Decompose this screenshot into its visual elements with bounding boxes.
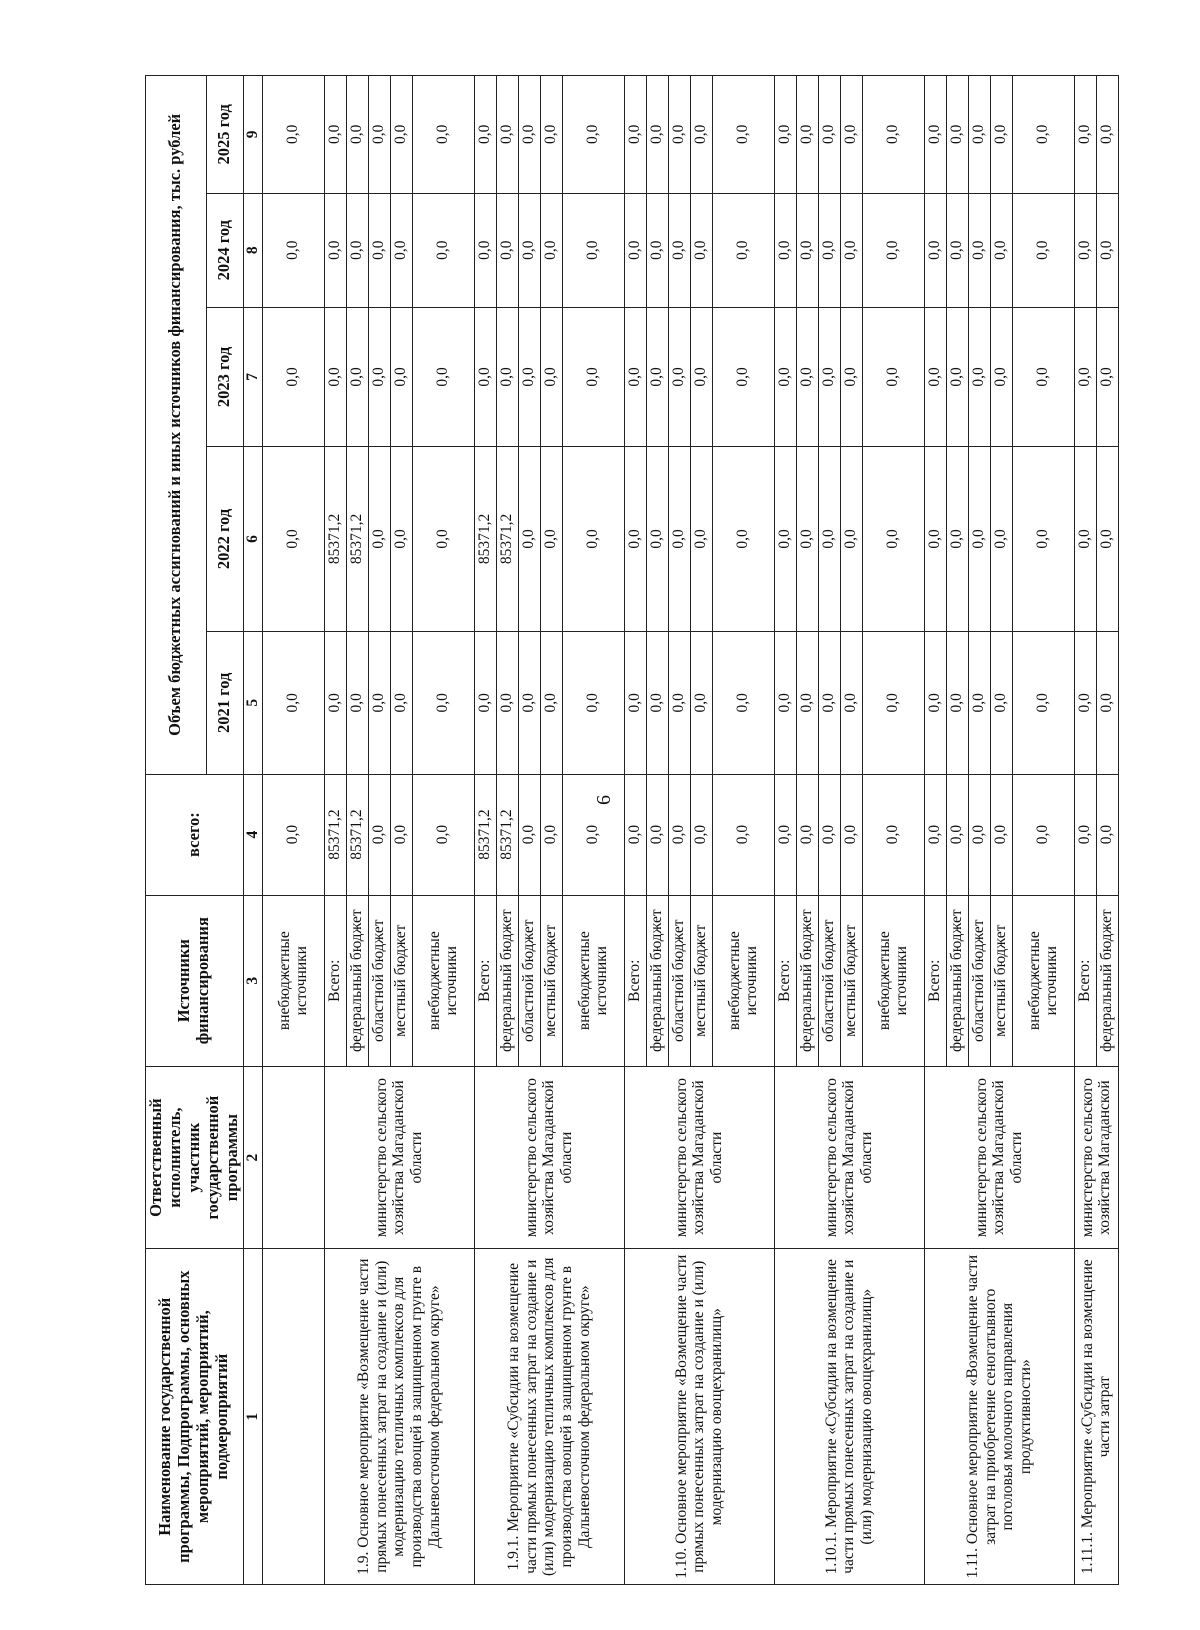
source-cell: Всего: [1074,895,1096,1066]
value-total-cell: 0,0 [540,774,562,895]
value-total-cell: 0,0 [1012,774,1074,895]
value-total-cell: 0,0 [624,774,646,895]
value-2021-cell: 0,0 [1096,631,1118,774]
source-cell: областной бюджет [368,895,390,1066]
table-row [624,76,646,1585]
value-2022-cell: 0,0 [518,447,540,632]
header-executor: Ответственный исполнитель, участник государственной программы [146,1066,244,1249]
value-2024-cell: 0,0 [624,193,646,307]
value-2022-cell: 85371,2 [474,447,496,632]
value-total-cell: 0,0 [818,774,840,895]
executor-cell: министерство сельского хозяйства Магаданской области [474,1066,624,1249]
value-total-cell: 0,0 [646,774,668,895]
value-2022-cell: 0,0 [968,447,990,632]
source-cell: внебюджетные источники [1012,895,1074,1066]
value-total-cell: 0,0 [262,774,324,895]
value-2023-cell: 0,0 [624,307,646,446]
source-cell: областной бюджет [968,895,990,1066]
value-2024-cell: 0,0 [712,193,774,307]
value-total-cell: 0,0 [1074,774,1096,895]
table-row [924,76,946,1585]
value-2023-cell: 0,0 [840,307,862,446]
value-2025-cell: 0,0 [968,76,990,194]
column-number: 7 [243,307,262,446]
value-2024-cell: 0,0 [496,193,518,307]
value-2023-cell: 0,0 [390,307,412,446]
executor-cell: министерство сельского хозяйства Магаданской [1074,1066,1118,1249]
value-2024-cell: 0,0 [262,193,324,307]
value-total-cell: 85371,2 [324,774,346,895]
value-2023-cell: 0,0 [968,307,990,446]
value-2023-cell: 0,0 [562,307,624,446]
value-2024-cell: 0,0 [646,193,668,307]
value-total-cell: 0,0 [562,774,624,895]
value-2025-cell: 0,0 [324,76,346,194]
source-cell: внебюджетные источники [562,895,624,1066]
value-2022-cell: 0,0 [796,447,818,632]
value-total-cell: 0,0 [712,774,774,895]
source-cell: федеральный бюджет [496,895,518,1066]
value-2022-cell: 0,0 [690,447,712,632]
value-2022-cell: 0,0 [1074,447,1096,632]
value-total-cell: 0,0 [796,774,818,895]
value-2025-cell: 0,0 [1074,76,1096,194]
value-2023-cell: 0,0 [862,307,924,446]
value-2024-cell: 0,0 [1074,193,1096,307]
value-total-cell: 0,0 [412,774,474,895]
value-2023-cell: 0,0 [474,307,496,446]
value-2022-cell: 0,0 [712,447,774,632]
value-2023-cell: 0,0 [496,307,518,446]
value-2025-cell: 0,0 [774,76,796,194]
value-2022-cell: 0,0 [390,447,412,632]
value-2023-cell: 0,0 [346,307,368,446]
source-cell: областной бюджет [518,895,540,1066]
value-2022-cell: 85371,2 [496,447,518,632]
value-total-cell: 0,0 [368,774,390,895]
value-2025-cell: 0,0 [262,76,324,194]
value-2021-cell: 0,0 [862,631,924,774]
source-cell: внебюджетные источники [712,895,774,1066]
value-2022-cell: 0,0 [862,447,924,632]
value-total-cell: 0,0 [924,774,946,895]
value-2025-cell: 0,0 [390,76,412,194]
value-2023-cell: 0,0 [690,307,712,446]
table-row [262,76,324,1585]
value-2023-cell: 0,0 [1096,307,1118,446]
value-2025-cell: 0,0 [496,76,518,194]
value-2024-cell: 0,0 [968,193,990,307]
header-source: Источники финансирования [146,895,244,1066]
value-2023-cell: 0,0 [796,307,818,446]
value-2025-cell: 0,0 [624,76,646,194]
value-2025-cell: 0,0 [712,76,774,194]
value-2025-cell: 0,0 [668,76,690,194]
source-cell: местный бюджет [540,895,562,1066]
executor-cell: министерство сельского хозяйства Магаданской области [774,1066,924,1249]
source-cell: внебюджетные источники [412,895,474,1066]
value-2022-cell: 0,0 [540,447,562,632]
value-2021-cell: 0,0 [390,631,412,774]
source-cell: внебюджетные источники [262,895,324,1066]
source-cell: федеральный бюджет [946,895,968,1066]
program-name-cell: 1.9. Основное мероприятие «Возмещение части прямых понесенных затрат на создание и (или) модернизацию тепличных комплексов для производства овощей в защищенном грунте в Дальневосточном федеральном округе» [324,1249,474,1585]
value-2022-cell: 0,0 [818,447,840,632]
value-2021-cell: 0,0 [518,631,540,774]
program-name-cell: 1.10.1. Мероприятие «Субсидии на возмещение части прямых понесенных затрат на создание и (или) модернизацию овощехранилищ» [774,1249,924,1585]
program-name-cell: 1.9.1. Мероприятие «Субсидии на возмещение части прямых понесенных затрат на создание и (или) модернизацию тепличных комплексов для производства овощей в защищенном грунте в Дальневосточном федеральном округе» [474,1249,624,1585]
value-2024-cell: 0,0 [924,193,946,307]
source-cell: местный бюджет [690,895,712,1066]
rotated-table-container [145,75,1116,1585]
value-2021-cell: 0,0 [540,631,562,774]
value-2023-cell: 0,0 [646,307,668,446]
executor-cell: министерство сельского хозяйства Магаданской области [924,1066,1074,1249]
value-2023-cell: 0,0 [1074,307,1096,446]
value-2022-cell: 0,0 [412,447,474,632]
column-number: 9 [243,76,262,194]
value-2023-cell: 0,0 [540,307,562,446]
value-2024-cell: 0,0 [346,193,368,307]
value-2023-cell: 0,0 [412,307,474,446]
value-2025-cell: 0,0 [1096,76,1118,194]
value-2021-cell: 0,0 [840,631,862,774]
value-2021-cell: 0,0 [924,631,946,774]
source-cell: местный бюджет [390,895,412,1066]
value-2025-cell: 0,0 [990,76,1012,194]
value-2021-cell: 0,0 [624,631,646,774]
value-total-cell: 85371,2 [496,774,518,895]
header-year-2025: 2025 год [206,76,243,194]
program-name-cell: 1.10. Основное мероприятие «Возмещение части прямых понесенных затрат на создание и (или) модернизацию овощехранилищ» [624,1249,774,1585]
column-number: 6 [243,447,262,632]
header-funding-volume: Объем бюджетных ассигнований и иных источников финансирования, тыс. рублей [146,76,207,775]
value-2025-cell: 0,0 [840,76,862,194]
value-2025-cell: 0,0 [946,76,968,194]
value-2021-cell: 0,0 [496,631,518,774]
value-2024-cell: 0,0 [946,193,968,307]
value-2025-cell: 0,0 [518,76,540,194]
executor-cell: министерство сельского хозяйства Магаданской области [624,1066,774,1249]
table-row [474,76,496,1585]
value-total-cell: 0,0 [390,774,412,895]
value-2022-cell: 85371,2 [324,447,346,632]
value-2022-cell: 0,0 [840,447,862,632]
program-name-cell: 1.11.1. Мероприятие «Субсидии на возмещение части затрат [1074,1249,1118,1585]
value-2025-cell: 0,0 [796,76,818,194]
value-2025-cell: 0,0 [368,76,390,194]
value-2022-cell: 0,0 [646,447,668,632]
value-2022-cell: 0,0 [1096,447,1118,632]
value-2022-cell: 0,0 [924,447,946,632]
value-2024-cell: 0,0 [990,193,1012,307]
value-2025-cell: 0,0 [1012,76,1074,194]
executor-cell: министерство сельского хозяйства Магаданской области [324,1066,474,1249]
value-2022-cell: 0,0 [990,447,1012,632]
value-2025-cell: 0,0 [862,76,924,194]
program-name-cell: 1.11. Основное мероприятие «Возмещение части затрат на приобретение сеногатывного поголовья молочного направления продуктивности» [924,1249,1074,1585]
value-total-cell: 0,0 [668,774,690,895]
value-2021-cell: 0,0 [368,631,390,774]
value-2022-cell: 0,0 [262,447,324,632]
value-2023-cell: 0,0 [1012,307,1074,446]
source-cell: областной бюджет [668,895,690,1066]
value-2022-cell: 0,0 [946,447,968,632]
value-2022-cell: 0,0 [668,447,690,632]
value-2022-cell: 0,0 [562,447,624,632]
source-cell: внебюджетные источники [862,895,924,1066]
value-2024-cell: 0,0 [840,193,862,307]
header-year-2022: 2022 год [206,447,243,632]
value-2021-cell: 0,0 [690,631,712,774]
value-2023-cell: 0,0 [262,307,324,446]
column-number: 1 [243,1249,262,1585]
source-cell: Всего: [474,895,496,1066]
value-2024-cell: 0,0 [1096,193,1118,307]
value-2022-cell: 85371,2 [346,447,368,632]
column-number: 3 [243,895,262,1066]
source-cell: федеральный бюджет [1096,895,1118,1066]
value-2024-cell: 0,0 [690,193,712,307]
value-2024-cell: 0,0 [862,193,924,307]
value-2024-cell: 0,0 [324,193,346,307]
value-2024-cell: 0,0 [412,193,474,307]
source-cell: местный бюджет [840,895,862,1066]
value-2023-cell: 0,0 [774,307,796,446]
value-2024-cell: 0,0 [562,193,624,307]
value-total-cell: 0,0 [840,774,862,895]
value-2021-cell: 0,0 [262,631,324,774]
value-2023-cell: 0,0 [818,307,840,446]
value-2023-cell: 0,0 [924,307,946,446]
value-2021-cell: 0,0 [1074,631,1096,774]
executor-cell [262,1066,324,1249]
value-total-cell: 85371,2 [474,774,496,895]
table-row [1074,76,1096,1585]
page-number: 6 [593,795,615,805]
header-year-2021: 2021 год [206,631,243,774]
source-cell: Всего: [774,895,796,1066]
value-2025-cell: 0,0 [924,76,946,194]
value-total-cell: 0,0 [946,774,968,895]
program-name-cell [262,1249,324,1585]
column-number: 5 [243,631,262,774]
value-2021-cell: 0,0 [1012,631,1074,774]
value-2021-cell: 0,0 [474,631,496,774]
source-cell: местный бюджет [990,895,1012,1066]
value-total-cell: 0,0 [862,774,924,895]
value-2021-cell: 0,0 [324,631,346,774]
source-cell: федеральный бюджет [646,895,668,1066]
value-2021-cell: 0,0 [796,631,818,774]
value-2021-cell: 0,0 [712,631,774,774]
value-2024-cell: 0,0 [796,193,818,307]
value-2021-cell: 0,0 [818,631,840,774]
value-2024-cell: 0,0 [474,193,496,307]
value-2023-cell: 0,0 [990,307,1012,446]
value-2023-cell: 0,0 [368,307,390,446]
value-2024-cell: 0,0 [540,193,562,307]
value-total-cell: 0,0 [690,774,712,895]
value-2024-cell: 0,0 [818,193,840,307]
value-2025-cell: 0,0 [540,76,562,194]
value-2021-cell: 0,0 [668,631,690,774]
source-cell: федеральный бюджет [796,895,818,1066]
source-cell: областной бюджет [818,895,840,1066]
value-2025-cell: 0,0 [818,76,840,194]
value-2023-cell: 0,0 [668,307,690,446]
value-2021-cell: 0,0 [346,631,368,774]
value-2023-cell: 0,0 [712,307,774,446]
value-2023-cell: 0,0 [324,307,346,446]
column-number: 2 [243,1066,262,1249]
value-2023-cell: 0,0 [518,307,540,446]
value-2024-cell: 0,0 [368,193,390,307]
column-number: 4 [243,774,262,895]
value-2022-cell: 0,0 [624,447,646,632]
value-2025-cell: 0,0 [346,76,368,194]
column-number-row [243,76,262,1585]
value-2025-cell: 0,0 [690,76,712,194]
value-2021-cell: 0,0 [774,631,796,774]
value-2024-cell: 0,0 [518,193,540,307]
value-total-cell: 85371,2 [346,774,368,895]
value-total-cell: 0,0 [1096,774,1118,895]
value-2021-cell: 0,0 [946,631,968,774]
value-2021-cell: 0,0 [562,631,624,774]
column-number: 8 [243,193,262,307]
source-cell: Всего: [924,895,946,1066]
value-total-cell: 0,0 [774,774,796,895]
source-cell: Всего: [324,895,346,1066]
header-year-2023: 2023 год [206,307,243,446]
header-program-name: Наименование государственной программы, Подпрограммы, основных мероприятий, мероприятий, подмероприятий [146,1249,244,1585]
value-2021-cell: 0,0 [990,631,1012,774]
value-2022-cell: 0,0 [368,447,390,632]
table-row [774,76,796,1585]
value-total-cell: 0,0 [968,774,990,895]
value-2022-cell: 0,0 [1012,447,1074,632]
value-2024-cell: 0,0 [774,193,796,307]
table-body [262,76,1118,1585]
value-total-cell: 0,0 [518,774,540,895]
value-total-cell: 0,0 [990,774,1012,895]
value-2024-cell: 0,0 [668,193,690,307]
value-2023-cell: 0,0 [946,307,968,446]
value-2021-cell: 0,0 [412,631,474,774]
source-cell: федеральный бюджет [346,895,368,1066]
value-2025-cell: 0,0 [412,76,474,194]
budget-table [145,75,1119,1585]
header-total: всего: [146,774,244,895]
value-2025-cell: 0,0 [646,76,668,194]
table-row [324,76,346,1585]
value-2024-cell: 0,0 [1012,193,1074,307]
value-2025-cell: 0,0 [474,76,496,194]
value-2024-cell: 0,0 [390,193,412,307]
value-2021-cell: 0,0 [646,631,668,774]
value-2025-cell: 0,0 [562,76,624,194]
value-2021-cell: 0,0 [968,631,990,774]
header-year-2024: 2024 год [206,193,243,307]
source-cell: Всего: [624,895,646,1066]
value-2022-cell: 0,0 [774,447,796,632]
